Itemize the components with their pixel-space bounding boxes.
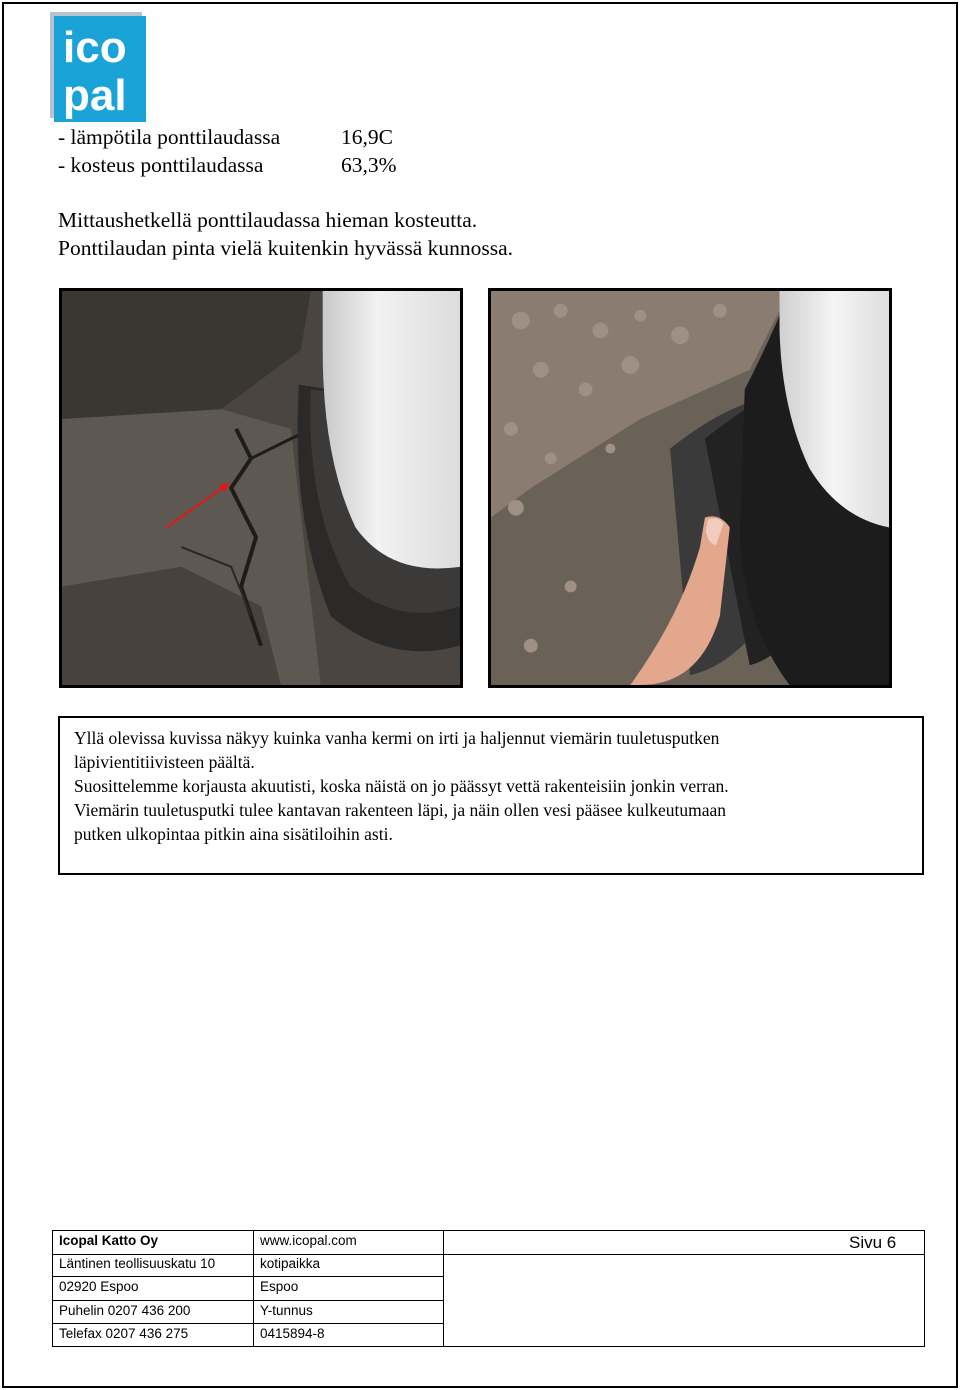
postcode-city: 02920 Espoo: [59, 1279, 139, 1294]
note-box: [58, 716, 924, 875]
measurement-label: - kosteus ponttilaudassa: [58, 153, 264, 177]
footer-row: [53, 1300, 443, 1324]
measurement-humidity: [58, 151, 397, 179]
icopal-logo: [50, 12, 146, 122]
domicile-label: kotipaikka: [260, 1256, 321, 1271]
company-name: Icopal Katto Oy: [59, 1233, 159, 1248]
note-line: putken ulkopintaa pitkin aina sisätiloihin asti.: [74, 824, 393, 844]
paragraph-line: Ponttilaudan pinta vielä kuitenkin hyvässä kunnossa.: [58, 236, 514, 260]
note-line: Yllä olevissa kuvissa näkyy kuinka vanha kermi on irti ja haljennut viemärin tuuletusputken: [74, 728, 720, 748]
note-line: läpivientitiivisteen päältä.: [74, 752, 255, 772]
fax-number: Telefax 0207 436 275: [59, 1326, 189, 1341]
footer-row: [53, 1254, 443, 1277]
logo-text-pal: pal: [63, 71, 127, 120]
roof-vent-crack-photo-icon: [62, 291, 460, 685]
paragraph-line: Mittaushetkellä ponttilaudassa hieman kosteutta.: [58, 208, 478, 232]
business-id-label: Y-tunnus: [260, 1303, 313, 1318]
website-link[interactable]: www.icopal.com: [260, 1233, 357, 1248]
domicile-value: Espoo: [260, 1279, 299, 1294]
business-id-value: 0415894-8: [260, 1326, 325, 1341]
photo-cracked-membrane: [59, 288, 463, 688]
photo-finger-pointing: [488, 288, 892, 688]
footer-table: [52, 1230, 925, 1347]
phone-number: Puhelin 0207 436 200: [59, 1303, 191, 1318]
moisture-paragraph: [58, 206, 513, 262]
note-line: Suosittelemme korjausta akuutisti, koska näistä on jo päässyt vettä rakenteisiin jonkin verran.: [74, 776, 729, 796]
note-line: Viemärin tuuletusputki tulee kantavan rakenteen läpi, ja näin ollen vesi pääsee kulkeutumaan: [74, 800, 727, 820]
footer-row: [53, 1231, 924, 1255]
roof-vent-finger-photo-icon: [491, 291, 889, 685]
measurement-label: - lämpötila ponttilaudassa: [58, 125, 281, 149]
logo-text-ico: ico: [63, 23, 127, 72]
measurement-temperature: [58, 123, 393, 151]
page-number: Sivu 6: [849, 1233, 897, 1252]
measurement-value: 63,3%: [341, 153, 397, 177]
footer-row: [53, 1276, 443, 1301]
footer-row: [53, 1323, 924, 1347]
company-address: Läntinen teollisuuskatu 10: [59, 1256, 216, 1271]
measurement-value: 16,9C: [341, 125, 393, 149]
